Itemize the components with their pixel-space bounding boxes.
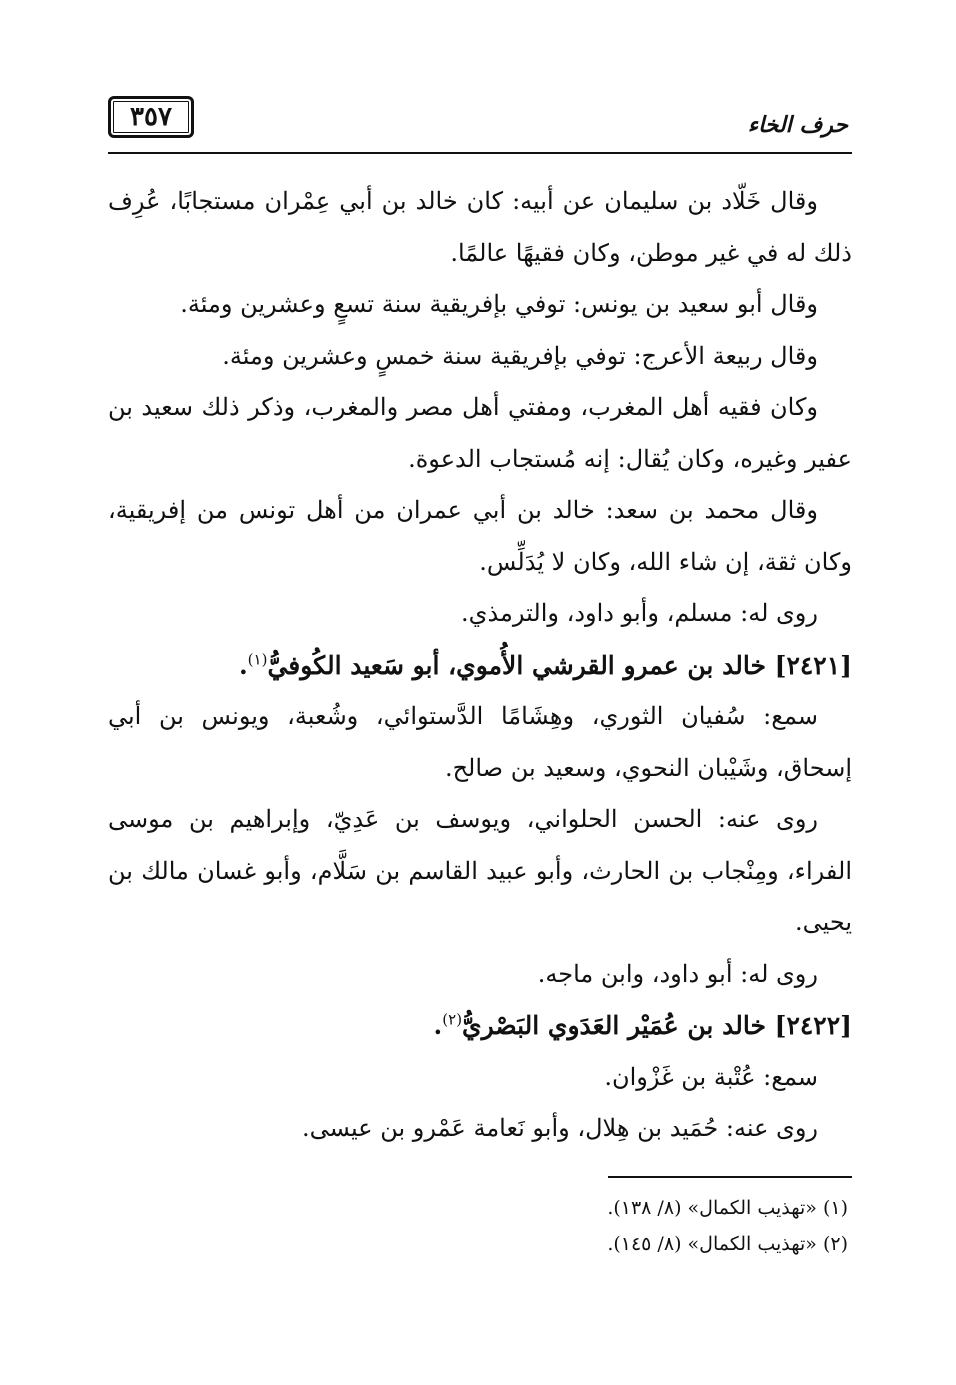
paragraph: روى عنه: حُمَيد بن هِلال، وأبو نَعامة عَمْرو بن عيسى. (301, 1114, 818, 1142)
paragraph: روى له: مسلم، وأبو داود، والترمذي. (461, 599, 818, 627)
footnote-ref[interactable]: (١) (247, 650, 268, 669)
main-text (108, 176, 852, 1155)
heading-period: . (238, 650, 248, 680)
page-number (108, 96, 194, 138)
entry-heading-text: [٢٤٢٢] خالد بن عُمَيْر العَدَوي البَصْريُّ (462, 1011, 852, 1040)
paragraph: روى له: أبو داود، وابن ماجه. (537, 959, 818, 988)
paragraph: وكان فقيه أهل المغرب، ومفتي أهل مصر والمغرب، وذكر ذلك سعيد بن عفير وغيره، وكان يُقال: إنه مُستجاب الدعوة. (108, 393, 852, 473)
page-number-text: ٣٥٧ (130, 102, 172, 132)
footnotes (104, 1190, 848, 1262)
running-title: حرف الخاء (747, 112, 848, 138)
heading-period: . (433, 1011, 443, 1040)
footnote: (٢) «تهذيب الكمال» (٨/ ١٤٥). (607, 1233, 848, 1255)
paragraph: وقال ربيعة الأعرج: توفي بإفريقية سنة خمسٍ وعشرين ومئة. (222, 341, 818, 370)
entry-heading-2421 (108, 640, 852, 692)
entry-heading-text: [٢٤٢١] خالد بن عمرو القرشي الأُموي، أبو سَعيد الكُوفيُّ (267, 650, 852, 680)
entry-heading-2422 (108, 1000, 852, 1052)
paragraph: سمع: سُفيان الثوري، وهِشَامًا الدَّستوائي، وشُعبة، ويونس بن أبي إسحاق، وشَيْبان النحوي، وسعيد بن صالح. (108, 702, 852, 782)
header-rule (108, 152, 852, 154)
footnote: (١) «تهذيب الكمال» (٨/ ١٣٨). (607, 1197, 848, 1219)
paragraph: وقال خَلّاد بن سليمان عن أبيه: كان خالد بن أبي عِمْران مستجابًا، عُرِف ذلك له في غير موطن، وكان فقيهًا عالمًا. (108, 187, 852, 267)
paragraph: وقال أبو سعيد بن يونس: توفي بإفريقية سنة تسعٍ وعشرين ومئة. (180, 290, 818, 318)
paragraph: روى عنه: الحسن الحلواني، ويوسف بن عَدِيّ، وإبراهيم بن موسى الفراء، ومِنْجاب بن الحارث، وأبو عبيد القاسم بن سَلَّام، وأبو غسان مالك بن يحيى. (108, 805, 852, 936)
footnote-rule (608, 1176, 852, 1178)
paragraph: سمع: عُتْبة بن غَزْوان. (604, 1062, 818, 1091)
paragraph: وقال محمد بن سعد: خالد بن أبي عمران من أهل تونس من إفريقية، وكان ثقة، إن شاء الله، وكان لا يُدَلِّس. (108, 496, 852, 576)
footnote-ref[interactable]: (٢) (442, 1010, 463, 1029)
